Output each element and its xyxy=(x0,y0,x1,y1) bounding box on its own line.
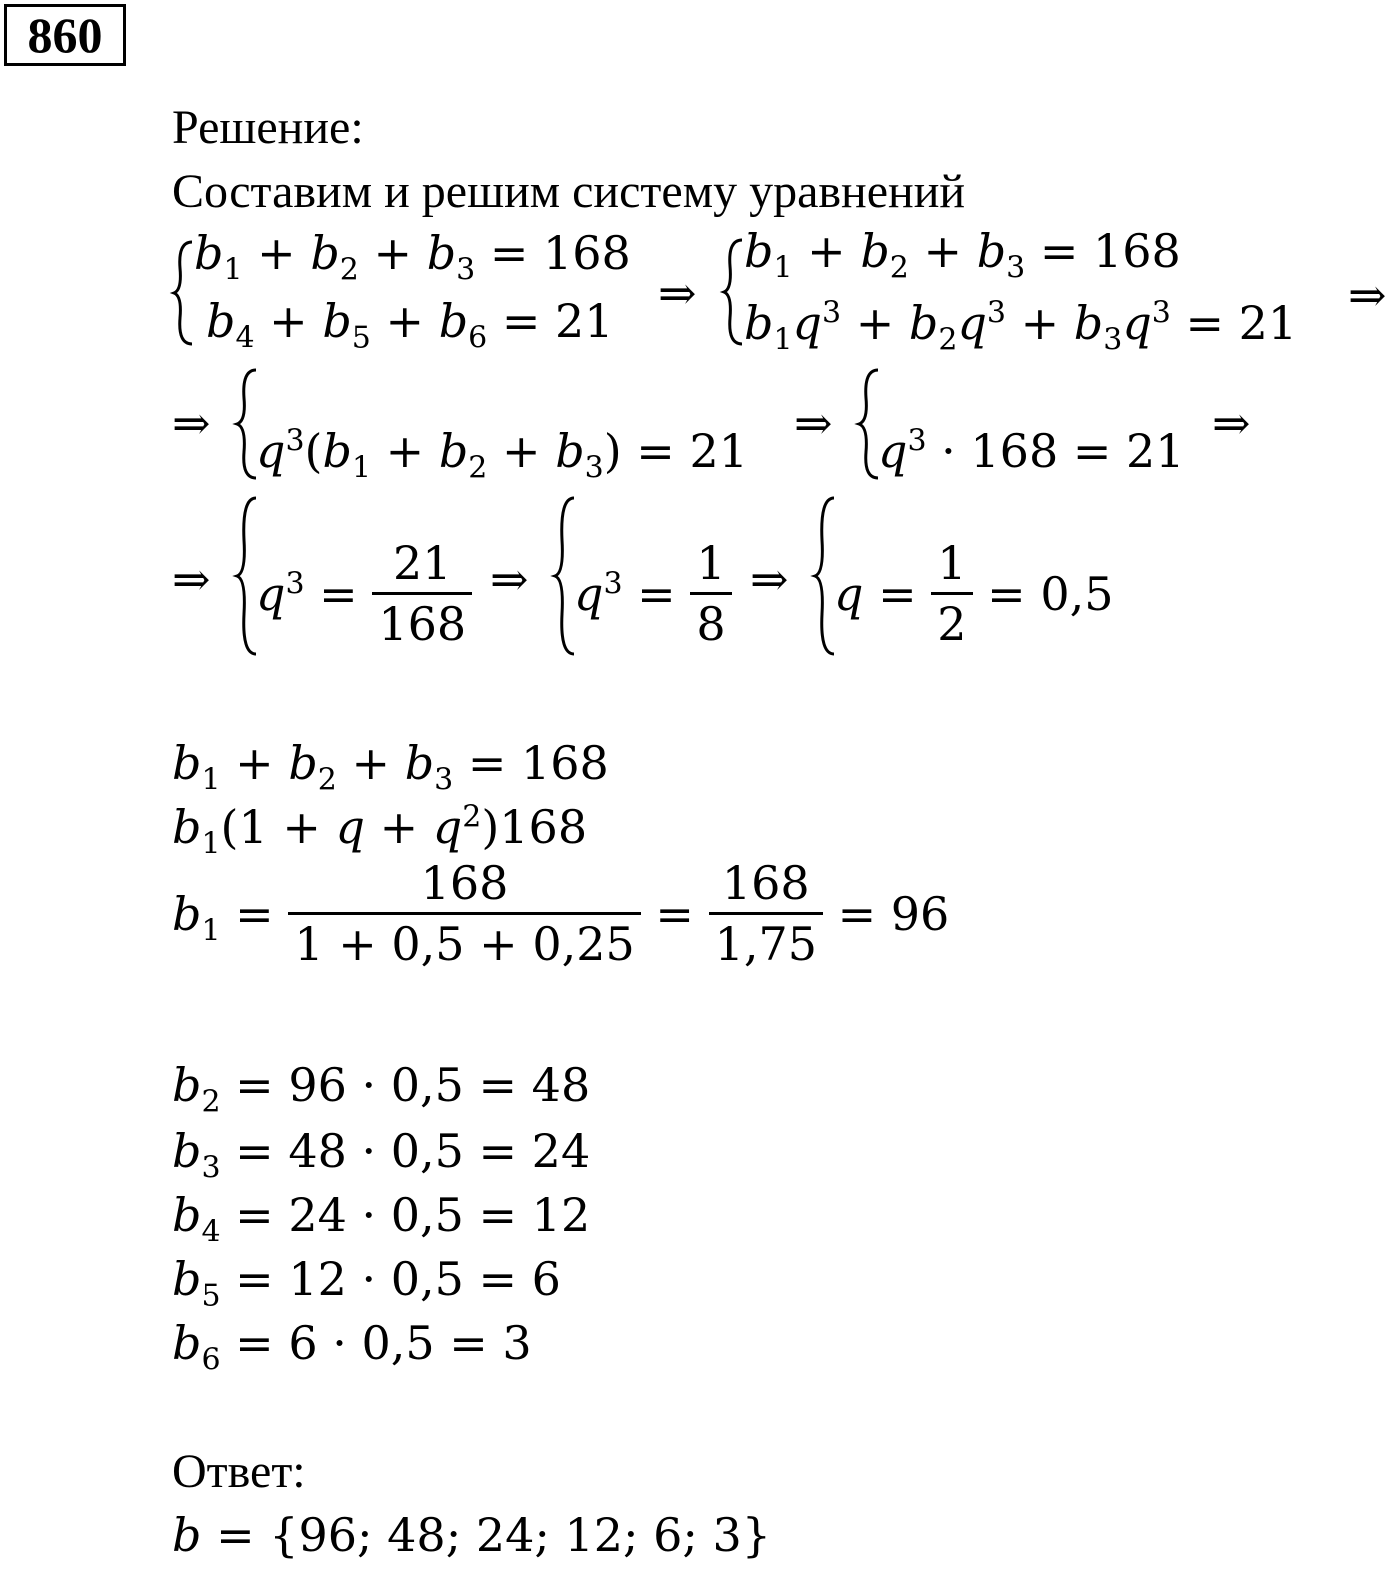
implies-arrow: ⇒ xyxy=(172,396,211,450)
intro-text: Составим и решим систему уравнений xyxy=(172,165,966,218)
implies-arrow: ⇒ xyxy=(794,396,833,450)
implies-arrow: ⇒ xyxy=(1212,396,1251,450)
fraction-168-sum: $\frac{168}{1 + 0,5 + 0,25}$ xyxy=(288,860,640,967)
system3-row: $q^3(b_1 + b_2 + b_3) = 21$ xyxy=(256,423,749,486)
calc-line3: $b_1$ = $\frac{168}{1 + 0,5 + 0,25}$ = $\frac{168}{1,75}$ = 96 xyxy=(172,856,950,971)
fraction-1-8: $\frac{1}{8}$ xyxy=(690,540,731,647)
system1-row2: $b_4 + b_5 + b_6 = 21$ xyxy=(206,294,614,356)
system4-row: $q^3 \cdot 168 = 21$ xyxy=(878,423,1185,478)
term-b3: $b_3 = 48 \cdot 0,5 = 24$ xyxy=(172,1124,591,1186)
fraction-168-175: $\frac{168}{1,75}$ xyxy=(709,860,823,967)
system7-row: q = $\frac{1}{2}$ = 0,5 xyxy=(834,536,1114,651)
term-b6: $b_6 = 6 \cdot 0,5 = 3$ xyxy=(172,1316,532,1378)
fraction-21-168: $\frac{21}{168}$ xyxy=(372,540,472,647)
problem-number: 860 xyxy=(4,4,126,66)
fraction-1-2: $\frac{1}{2}$ xyxy=(931,540,972,647)
implies-arrow: ⇒ xyxy=(1348,268,1387,322)
term-b2: $b_2 = 96 \cdot 0,5 = 48$ xyxy=(172,1058,591,1120)
implies-arrow: ⇒ xyxy=(658,266,697,320)
implies-arrow: ⇒ xyxy=(490,552,529,606)
brace-system2 xyxy=(722,236,746,348)
system5-row: $q^3$ = $\frac{21}{168}$ xyxy=(256,540,472,647)
answer-value: b = {96; 48; 24; 12; 6; 3} xyxy=(172,1508,772,1562)
system2-row1: $b_1 + b_2 + b_3 = 168$ xyxy=(744,224,1181,286)
term-b5: $b_5 = 12 \cdot 0,5 = 6$ xyxy=(172,1252,561,1314)
term-b4: $b_4 = 24 \cdot 0,5 = 12$ xyxy=(172,1188,591,1250)
implies-arrow: ⇒ xyxy=(750,552,789,606)
system2-row2: $b_1q^3 + b_2q^3 + b_3q^3 = 21$ xyxy=(744,295,1298,358)
answer-label: Ответ: xyxy=(172,1445,306,1498)
solution-heading: Решение: xyxy=(172,101,364,154)
implies-arrow: ⇒ xyxy=(172,552,211,606)
system1-row1: $b_1 + b_2 + b_3 = 168$ xyxy=(194,226,631,288)
brace-system1 xyxy=(172,238,196,348)
calc-line2: $b_1(1 + q + q^2)168$ xyxy=(172,799,588,862)
calc-line1: $b_1 + b_2 + b_3 = 168$ xyxy=(172,736,609,798)
system6-row: $q^3$ = $\frac{1}{8}$ xyxy=(574,540,732,647)
